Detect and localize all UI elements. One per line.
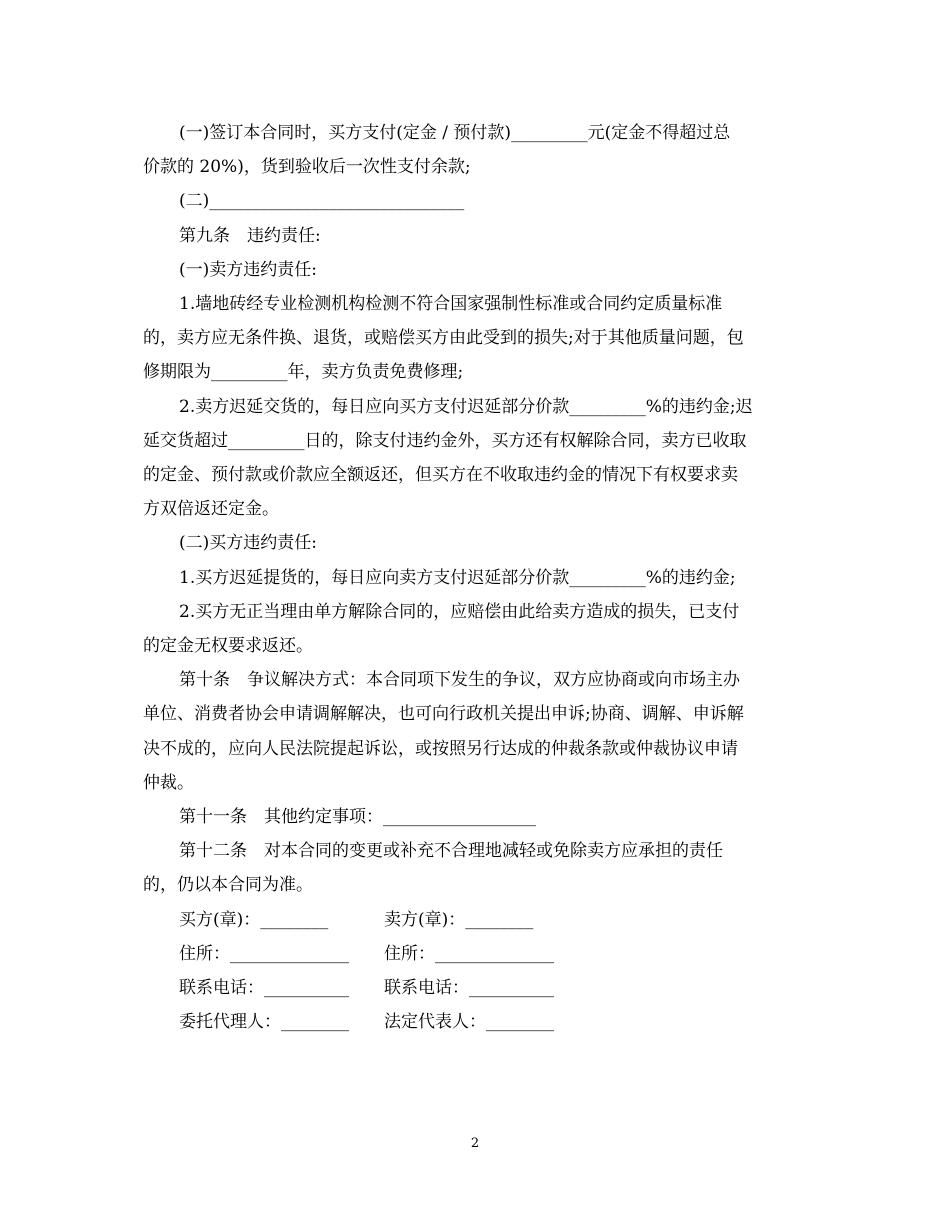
seller-seal-field: 卖方(章)：________ — [384, 909, 534, 930]
paragraph-line: (二)______________________________ — [179, 191, 465, 212]
section-heading: (二)买方违约责任: — [179, 533, 317, 554]
buyer-phone-field: 联系电话：__________ — [179, 978, 349, 999]
paragraph-line: 的，仍以本合同为准。 — [143, 875, 313, 896]
signature-row — [143, 937, 808, 971]
paragraph-line: 1.墙地砖经专业检测机构检测不符合国家强制性标准或合同约定质量标准 — [179, 294, 723, 315]
paragraph-line: 延交货超过_________日的，除支付违约金外，买方还有权解除合同，卖方已收取 — [143, 430, 747, 451]
article-heading: 第十二条 对本合同的变更或补充不合理地减轻或免除卖方应承担的责任 — [179, 841, 723, 862]
paragraph-line: 方双倍返还定金。 — [143, 499, 279, 520]
buyer-agent-field: 委托代理人：________ — [179, 1012, 349, 1033]
document-body — [143, 116, 808, 1039]
paragraph-line: (一)签订本合同时，买方支付(定金 / 预付款)_________元(定金不得超过总 — [179, 123, 731, 143]
seller-address-field: 住所：______________ — [384, 943, 554, 964]
section-heading: (一)卖方违约责任: — [179, 259, 317, 280]
buyer-address-field: 住所：______________ — [179, 943, 349, 964]
paragraph-line: 仲裁。 — [143, 772, 194, 793]
paragraph-line: 2.卖方迟延交货的，每日应向买方支付迟延部分价款_________%的违约金;迟 — [179, 396, 753, 417]
paragraph-line: 的定金、预付款或价款应全额返还，但买方在不收取违约金的情况下有权要求卖 — [143, 465, 738, 486]
paragraph-line: 决不成的，应向人民法院提起诉讼，或按照另行达成的仲裁条款或仲裁协议申请 — [143, 738, 738, 759]
paragraph-line: 的定金无权要求返还。 — [143, 636, 313, 657]
signature-row — [143, 971, 808, 1005]
buyer-seal-field: 买方(章)：________ — [179, 909, 329, 930]
paragraph-line: 价款的 20%)，货到验收后一次性支付余款; — [143, 157, 471, 178]
paragraph-line: 的，卖方应无条件换、退货，或赔偿买方由此受到的损失;对于其他质量问题，包 — [143, 328, 744, 349]
paragraph-line: 修期限为_________年，卖方负责免费修理; — [143, 362, 464, 383]
article-heading: 第九条 违约责任: — [179, 225, 321, 246]
article-heading: 第十一条 其他约定事项：__________________ — [179, 807, 536, 828]
article-heading: 第十条 争议解决方式：本合同项下发生的争议，双方应协商或向市场主办 — [179, 670, 740, 691]
signature-row — [143, 1005, 808, 1039]
seller-representative-field: 法定代表人：________ — [384, 1012, 554, 1033]
page-number: 2 — [470, 1136, 480, 1151]
signature-row — [143, 903, 808, 937]
seller-phone-field: 联系电话：__________ — [384, 978, 554, 999]
paragraph-line: 2.买方无正当理由单方解除合同的，应赔偿由此给卖方造成的损失，已支付 — [179, 601, 740, 622]
paragraph-line: 单位、消费者协会申请调解解决，也可向行政机关提出申诉;协商、调解、申诉解 — [143, 704, 744, 725]
paragraph-line: 1.买方迟延提货的，每日应向卖方支付迟延部分价款_________%的违约金; — [179, 567, 736, 588]
